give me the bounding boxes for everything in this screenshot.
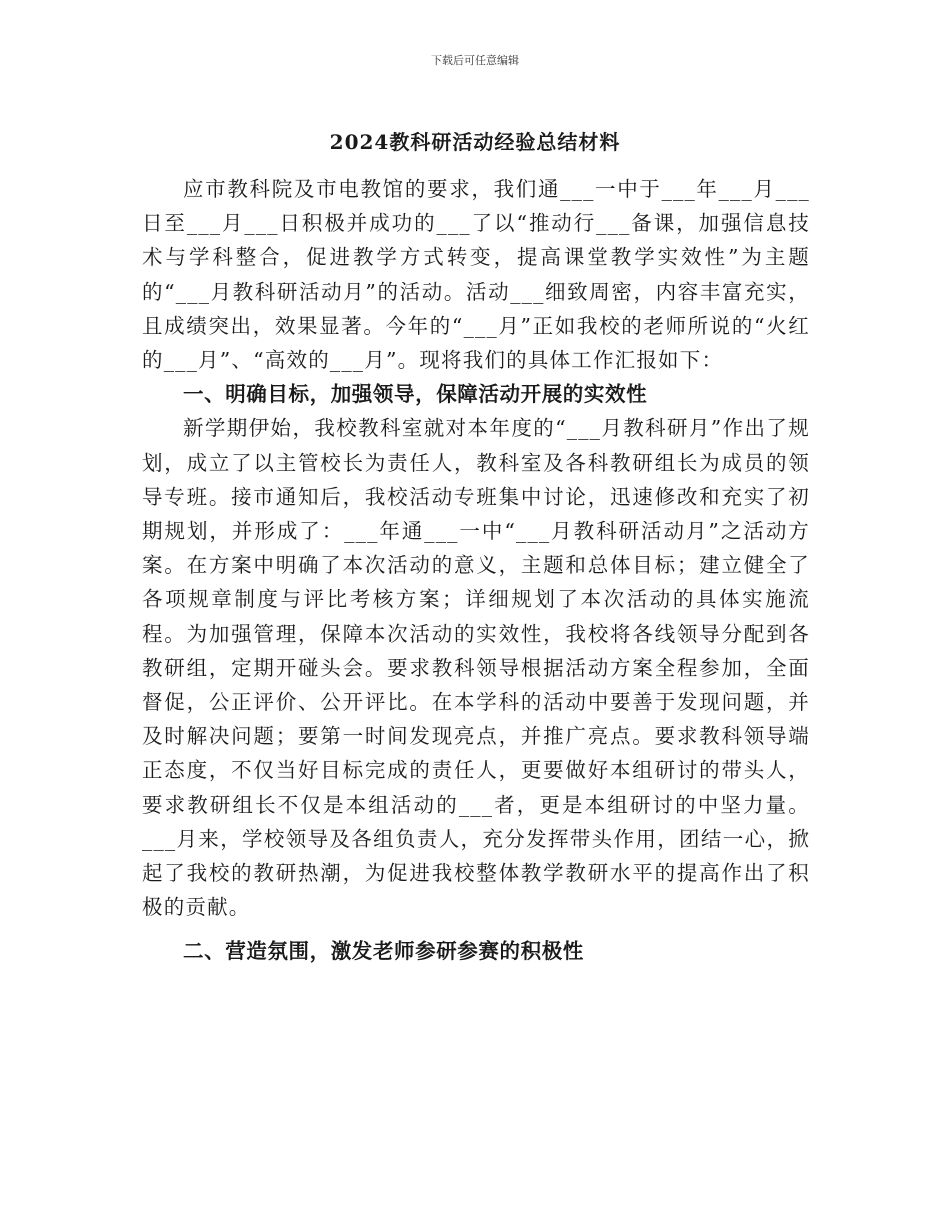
intro-paragraph: 应市教科院及市电教馆的要求，我们通___一中于___年___月___日至___月___日积极并成功的___了以“推动行___备课，加强信息技术与学科整合，促进教学方式转变，提高课堂教学实效性”为主题的“___月教科研活动月”的活动。活动___细致周密，内容丰富充实，且成绩突出，效果显著。今年的“___月”正如我校的老师所说的“火红的___月”、“高效的___月”。现将我们的具体工作汇报如下： [142,177,810,373]
document-title: 2024教科研活动经验总结材料 [329,130,621,154]
section-heading-1: 一、明确目标，加强领导，保障活动开展的实效性 [183,382,648,407]
section-1-paragraph: 新学期伊始，我校教科室就对本年度的“___月教科研月”作出了规划，成立了以主管校长为责任人，教科室及各科教研组长为成员的领导专班。接市通知后，我校活动专班集中讨论，迅速修改和充实了初期规划，并形成了：___年通___一中“___月教科研活动月”之活动方案。在方案中明确了本次活动的意义，主题和总体目标；建立健全了各项规章制度与评比考核方案；详细规划了本次活动的具体实施流程。为加强管理，保障本次活动的实效性，我校将各线领导分配到各教研组，定期开碰头会。要求教科领导根据活动方案全程参加，全面督促，公正评价、公开评比。在本学科的活动中要善于发现问题，并及时解决问题；要第一时间发现亮点，并推广亮点。要求教科领导端正态度，不仅当好目标完成的责任人，更要做好本组研讨的带头人，要求教研组长不仅是本组活动的___者，更是本组研讨的中坚力量。___月来，学校领导及各组负责人，充分发挥带头作用，团结一心，掀起了我校的教研热潮，为促进我校整体教学教研水平的提高作出了积极的贡献。 [142,416,810,920]
header-note: 下载后可任意编辑 [431,54,519,67]
section-heading-2: 二、营造氛围，激发老师参研参赛的积极性 [183,939,584,964]
document-body [142,172,810,969]
